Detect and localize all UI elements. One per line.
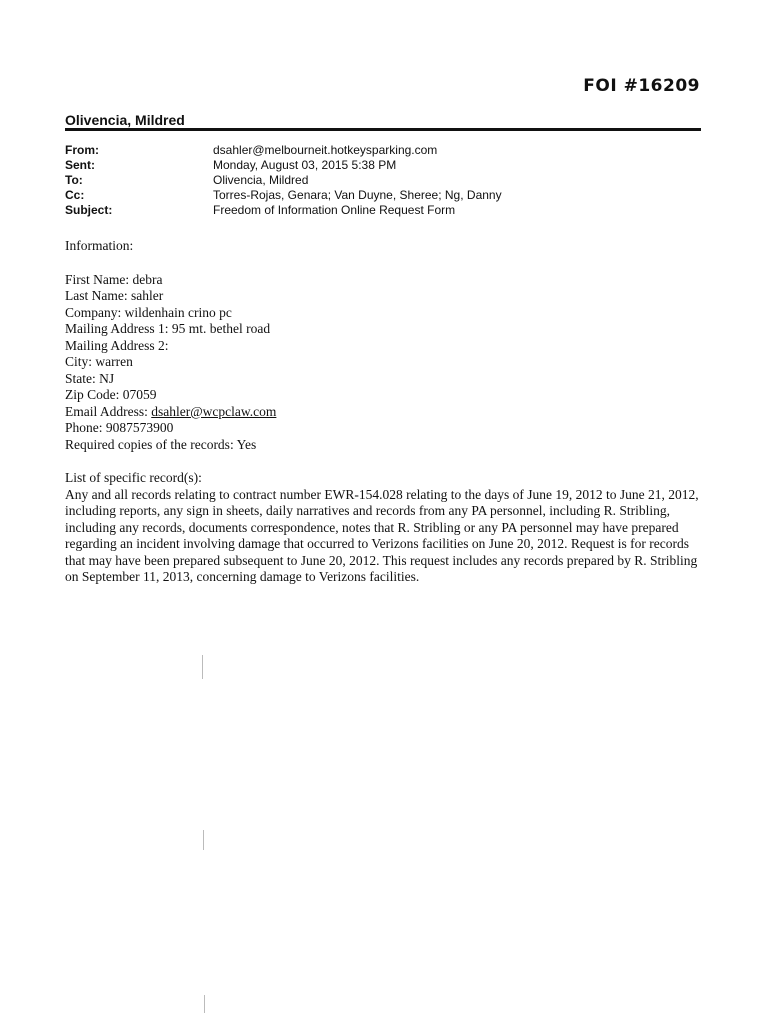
field-copies: Required copies of the records: Yes bbox=[65, 436, 257, 452]
scan-speck bbox=[203, 830, 204, 850]
header-label: Cc: bbox=[65, 188, 85, 202]
header-value: Torres-Rojas, Genara; Van Duyne, Sheree; Ng, Danny bbox=[213, 188, 502, 202]
field-first-name: First Name: debra bbox=[65, 271, 163, 287]
field-zip: Zip Code: 07059 bbox=[65, 387, 157, 402]
header-label: From: bbox=[65, 143, 99, 157]
header-label: Subject: bbox=[65, 203, 113, 217]
field-mailing-address-2: Mailing Address 2: bbox=[65, 337, 169, 353]
records-heading: List of specific record(s): bbox=[65, 470, 202, 485]
field-company: Company: wildenhain crino pc bbox=[65, 304, 232, 320]
field-email bbox=[65, 404, 705, 421]
header-subject bbox=[65, 203, 502, 218]
mailbox-owner: Olivencia, Mildred bbox=[65, 112, 185, 128]
header-sent bbox=[65, 158, 502, 173]
header-to bbox=[65, 173, 502, 188]
header-value: Monday, August 03, 2015 5:38 PM bbox=[213, 158, 397, 172]
body-intro: Information: bbox=[65, 238, 134, 253]
header-label: Sent: bbox=[65, 158, 95, 172]
field-mailing-address-1: Mailing Address 1: 95 mt. bethel road bbox=[65, 321, 271, 336]
field-email-label: Email Address: bbox=[65, 403, 152, 419]
header-from bbox=[65, 143, 502, 158]
scan-speck bbox=[202, 655, 203, 679]
header-label: To: bbox=[65, 173, 83, 187]
header-value: Freedom of Information Online Request Form bbox=[213, 203, 456, 217]
field-last-name: Last Name: sahler bbox=[65, 288, 164, 303]
field-city: City: warren bbox=[65, 354, 133, 369]
email-body bbox=[65, 238, 705, 586]
records-text: Any and all records relating to contract number EWR-154.028 relating to the days of June 19, 2012 to June 21, 2012, including reports, any sign in sheets, daily narratives and records from any PA personnel, including R. Stribling, including any records, documents correspondence, notes that R. Stribling or any PA personnel may have prepared regarding an incident involving damage that occurred to Verizons facilities on June 20, 2012. Request is for records that may have been prepared subsequent to June 20, 2012. This request includes any records prepared by R. Stribling on September 11, 2013, concerning damage to Verizons facilities. bbox=[65, 486, 699, 584]
email-link[interactable]: dsahler@wcpclaw.com bbox=[151, 403, 277, 419]
email-headers bbox=[65, 143, 502, 218]
foi-number: FOI #16209 bbox=[583, 76, 700, 96]
field-phone: Phone: 9087573900 bbox=[65, 420, 174, 435]
field-state: State: NJ bbox=[65, 370, 115, 386]
header-value: Olivencia, Mildred bbox=[213, 173, 309, 187]
header-cc bbox=[65, 188, 502, 203]
header-rule bbox=[65, 128, 701, 131]
scan-speck bbox=[204, 995, 205, 1013]
header-value: dsahler@melbourneit.hotkeysparking.com bbox=[213, 143, 438, 157]
